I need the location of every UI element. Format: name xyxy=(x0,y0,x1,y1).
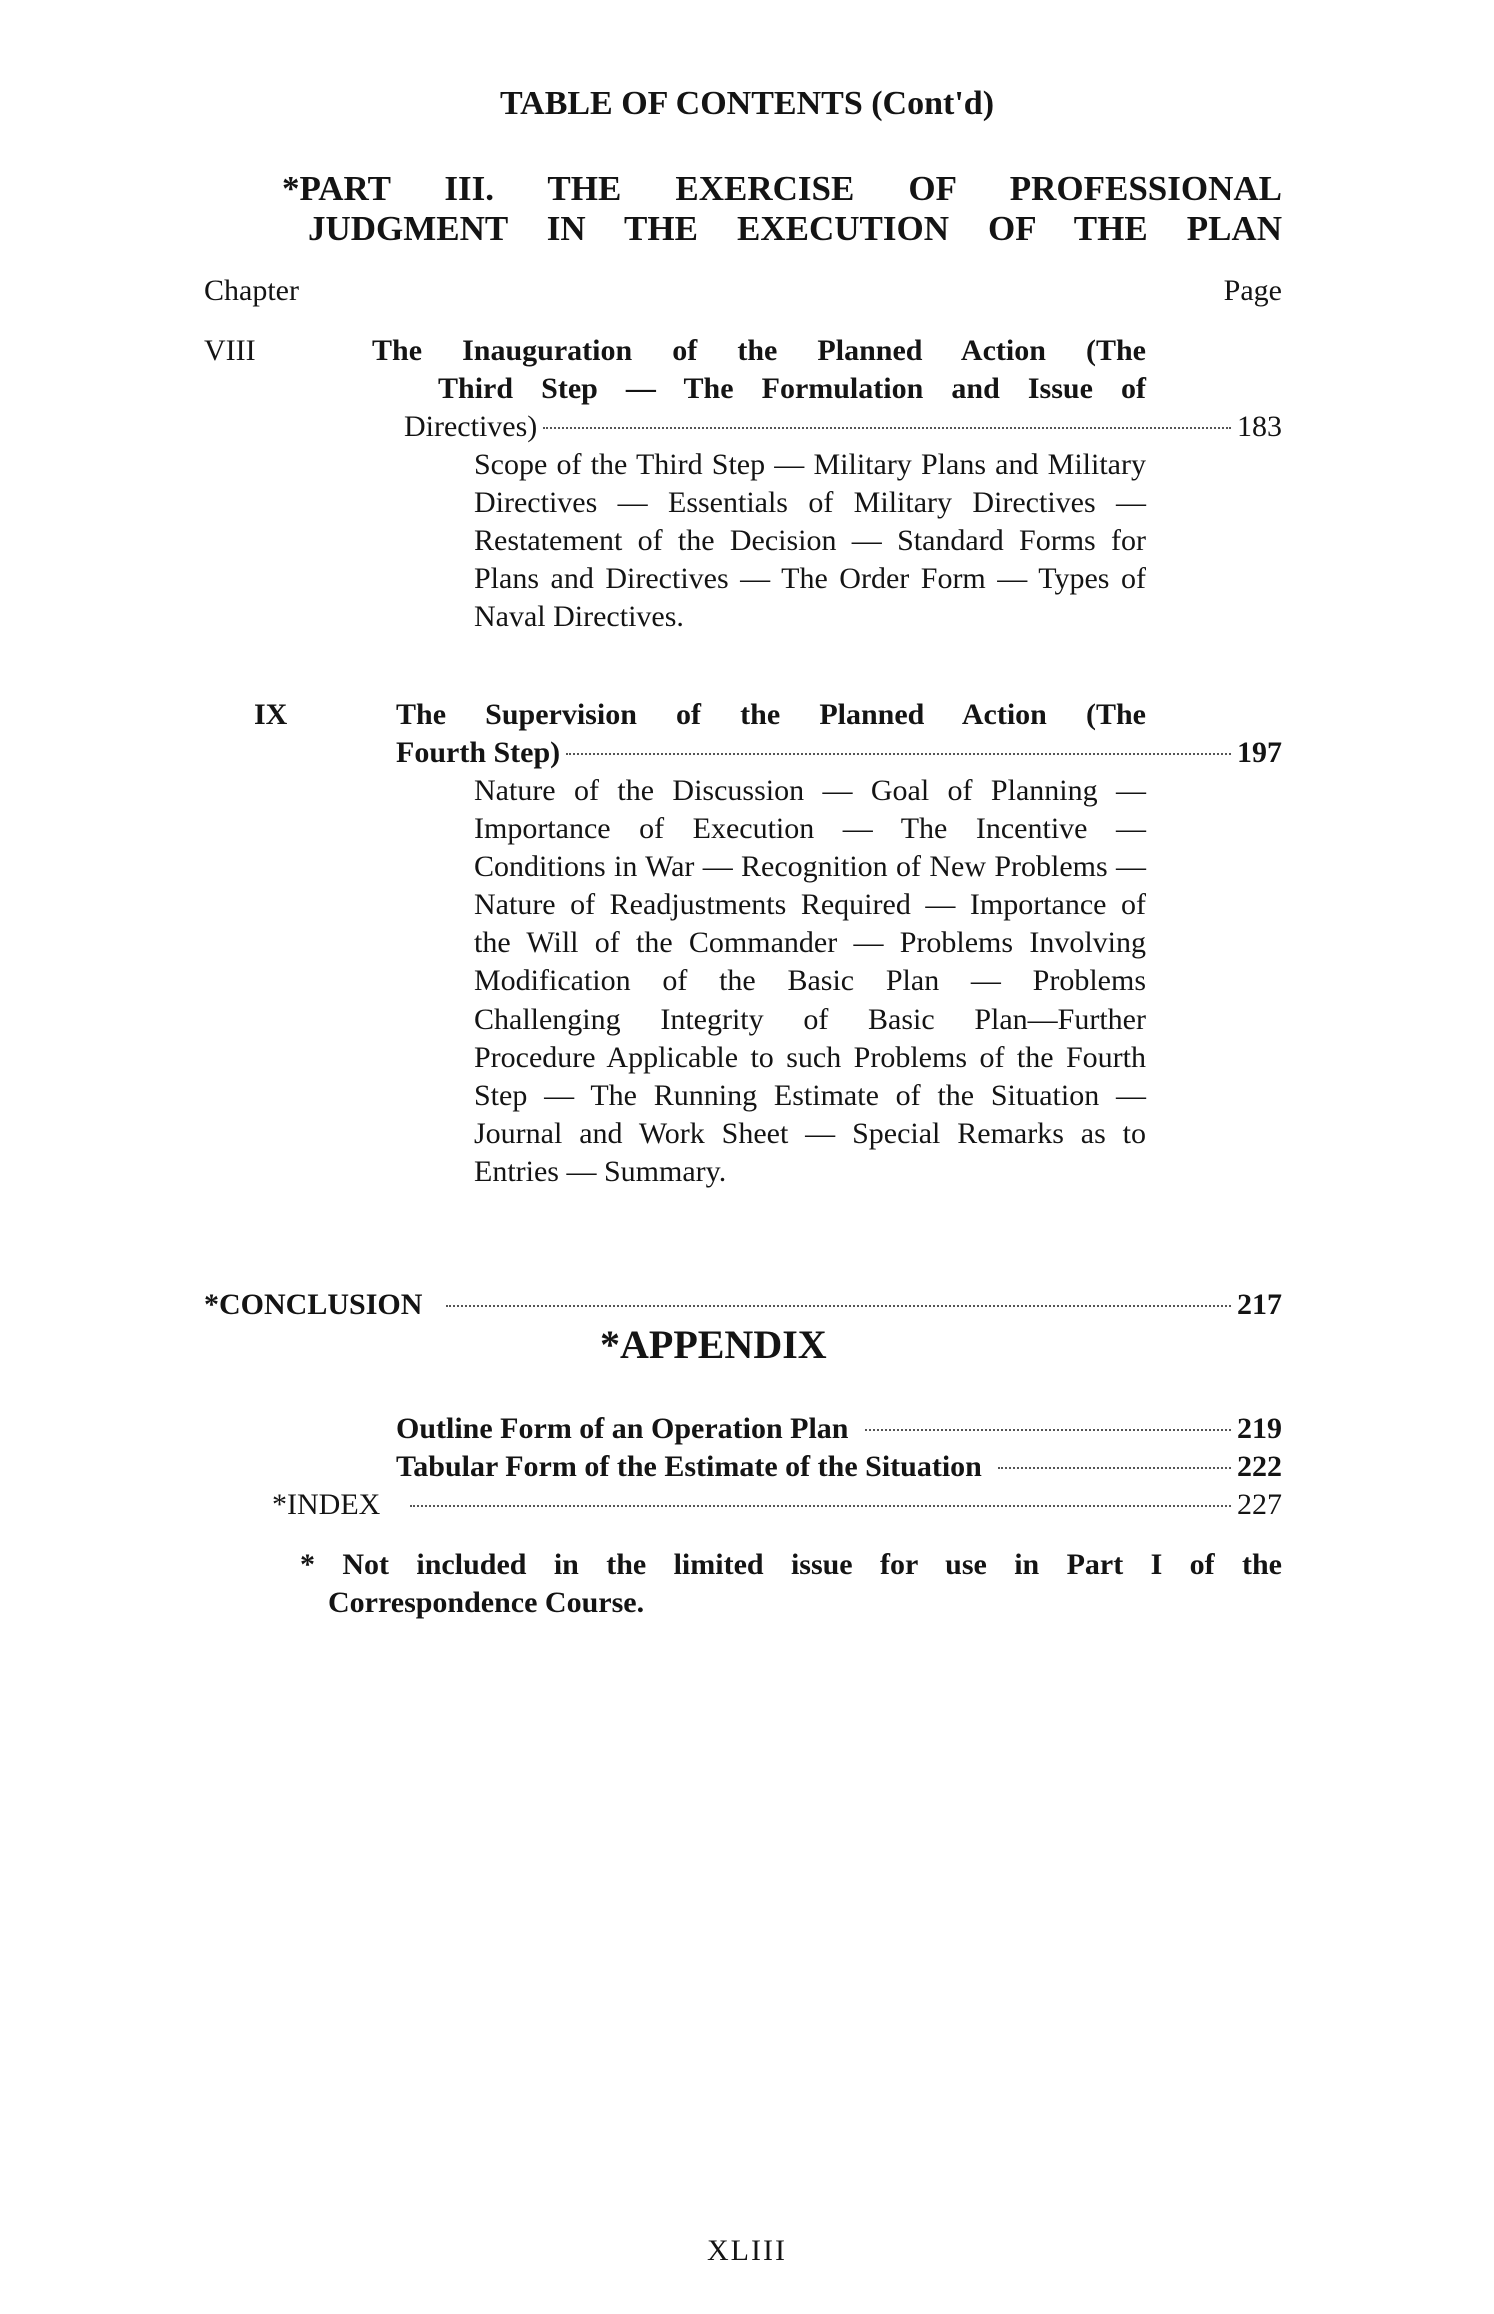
chapter-ix-description: Nature of the Discussion — Goal of Planning — Importance of Execution — The Incentive — Conditions in War — Recognition of New Problems — Nature of Readjustments Required — Importance of the Will of the Commander — Problems Involving Modification of the Basic Plan — Problems Challenging Integrity of Basic Plan—Further Procedure Applicable to such Problems of the Fourth Step — The Running Estimate of the Situation — Journal and Work Sheet — Special Remarks as to Entries — Summary. xyxy=(474,774,1146,1188)
chapter-viii-title-line3: Directives) xyxy=(404,410,538,443)
chapter-ix-page: 197 xyxy=(1237,736,1282,769)
chapter-viii-title-line2: Third Step — The Formulation and Issue of xyxy=(438,372,1146,405)
dot-leader xyxy=(543,427,1231,429)
chapter-viii-description: Scope of the Third Step — Military Plans and Military Directives — Essentials of Military Directives — Restatement of the Decision — Standard Forms for Plans and Directives — The Order Form — Types of Naval Directives. xyxy=(474,448,1146,634)
footnote-line1: * Not included in the limited issue for use in Part I of the xyxy=(300,1548,1282,1581)
chapter-number-viii: VIII xyxy=(204,334,256,367)
chapter-viii-title-line1: The Inauguration of the Planned Action (The xyxy=(372,334,1146,367)
chapter-viii-leader-row xyxy=(404,408,1282,446)
part-heading-line1: *PART III. THE EXERCISE OF PROFESSIONAL xyxy=(282,169,1282,208)
appendix-item-page: 222 xyxy=(1237,1450,1282,1483)
page-column-label: Page xyxy=(1223,274,1282,307)
dot-leader xyxy=(446,1305,1231,1307)
part-heading-line2: JUDGMENT IN THE EXECUTION OF THE PLAN xyxy=(308,209,1282,248)
appendix-item-row xyxy=(396,1448,1282,1486)
appendix-item-label: Outline Form of an Operation Plan xyxy=(396,1412,849,1445)
dot-leader xyxy=(566,753,1231,755)
dot-leader xyxy=(998,1467,1231,1469)
chapter-column-label: Chapter xyxy=(204,274,299,307)
chapter-ix-title-line1: The Supervision of the Planned Action (The xyxy=(396,698,1146,731)
dot-leader xyxy=(865,1429,1232,1431)
appendix-item-page: 219 xyxy=(1237,1412,1282,1445)
page-number: XLIII xyxy=(707,2234,787,2267)
conclusion-label: *CONCLUSION xyxy=(204,1288,423,1321)
index-label: *INDEX xyxy=(272,1488,381,1521)
appendix-item-row xyxy=(396,1410,1282,1448)
conclusion-row xyxy=(204,1286,1282,1324)
chapter-ix-leader-row xyxy=(396,734,1282,772)
appendix-item-label: Tabular Form of the Estimate of the Situation xyxy=(396,1450,982,1483)
chapter-number-ix: IX xyxy=(254,698,288,731)
chapter-viii-page: 183 xyxy=(1237,410,1282,443)
dot-leader xyxy=(410,1505,1231,1507)
conclusion-page: 217 xyxy=(1237,1288,1282,1321)
footnote-line2: Correspondence Course. xyxy=(328,1586,645,1619)
index-page: 227 xyxy=(1237,1488,1282,1521)
chapter-ix-title-line2: Fourth Step) xyxy=(396,736,561,769)
index-row xyxy=(272,1486,1282,1524)
page-header-title: TABLE OF CONTENTS (Cont'd) xyxy=(499,85,995,122)
appendix-heading: *APPENDIX xyxy=(600,1322,827,1367)
